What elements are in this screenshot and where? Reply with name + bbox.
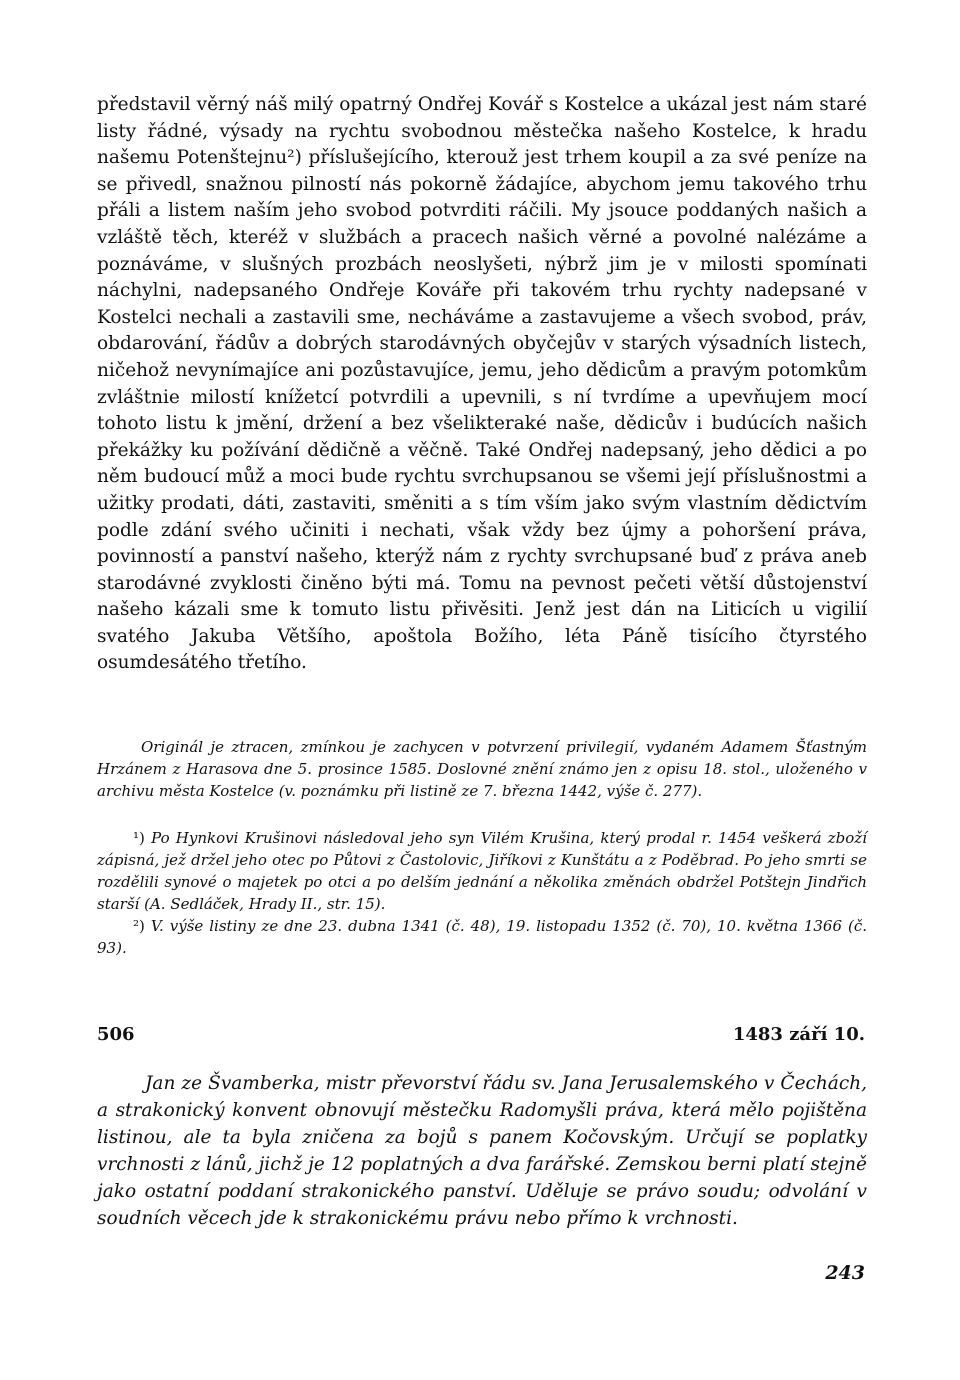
page-number: 243 <box>825 1262 865 1284</box>
document-page <box>97 0 867 1380</box>
footnote-2 <box>97 915 867 959</box>
footnote-1 <box>97 827 867 915</box>
charter-text: představil věrný náš milý opatrný Ondřej Kovář s Kostelce a ukázal jest nám staré listy řádné, výsady na rychtu svobodnou městečka našeho Kostelce, k hradu našemu Potenštejnu²) příslušejícího, kterouž jest trhem koupil a za své peníze na se přivedl, snažnou pilností nás pokorně žádajíce, abychom jemu takového trhu přáli a listem naším jeho svobod potvrditi ráčili. My jsouce poddaných našich a vzláště těch, kteréž v službách a pracech našich věrné a povolné nalézáme a poznáváme, v slušných prozbách neoslyšeti, nýbrž jim je v milosti spomínati náchylni, nadepsaného Ondřeje Kováře při takovém trhu rychty nadepsané v Kostelci nechali a zastavili sme, necháváme a zastavujeme a všech svobod, práv, obdarování, řádův a dobrých starodávných obyčejův v starých výsadních listech, ničehož nevynímajíce ani pozůstavujíce, jemu, jeho dědicům a pravým potomkům zvláštnie milostí knížetcí potvrdili a upevnili, s ní tvrdíme a upevňujem mocí tohoto listu k jmění, držení a bez všelikteraké naše, dědicův i budúcích našich překážky ku požívání dědičně a věčně. Také Ondřej nadepsaný, jeho dědici a po něm budoucí můž a moci bude rychtu svrchupsanou se všemi její příslušnostmi a užitky prodati, dáti, zastaviti, směniti a s tím vším jako svým vlastním dědictvím podle zdání svého učiniti i nechati, však vždy bez újmy a pohoršení práva, povinností a panství našeho, kterýž nám z rychty svrchupsané buď z práva aneb starodávné zvyklosti činěno býti má. Tomu na pevnost pečeti větší důstojenství našeho kázali sme k tomuto listu přivěsiti. Jenž jest dán na Liticích u vigilií svatého Jakuba Většího, apoštola Božího, léta Páně tisícího čtyrstého osumdesátého třetího. <box>97 94 867 674</box>
footnote-1-mark: ¹) <box>133 829 145 847</box>
document-number: 506 <box>97 1024 135 1045</box>
document-regest: Jan ze Švamberka, mistr převorství řádu sv. Jana Jerusalemského v Čechách, a strakonický konvent obnovují městečku Radomyšli práva, která mělo pojištěna listinou, ale ta byla zničena za bojů s panem Kočovským. Určují se poplatky vrchnosti z lánů, jichž je 12 poplatných a dva farářské. Zemskou berni platí stejně jako ostatní poddaní strakonického panství. Uděluje se právo soudu; odvolání v soudních věcech jde k strakonickému právu nebo přímo k vrchnosti. <box>97 1073 867 1229</box>
footnote-1-text: Po Hynkovi Krušinovi následoval jeho syn Vilém Krušina, který prodal r. 1454 veškerá zboží zápisná, jež držel jeho otec po Půtovi z Častolovic, Jiříkovi z Kunštátu a z Poděbrad. Po jeho smrti se rozdělili synové o majetek po otci a po delším jednání a několika změnách obdržel Potštejn Jindřich starší (A. Sedláček, Hrady II., str. 15). <box>97 829 867 913</box>
document-date: 1483 září 10. <box>732 1024 865 1045</box>
footnote-2-text: V. výše listiny ze dne 23. dubna 1341 (č. 48), 19. listopadu 1352 (č. 70), 10. května 1366 (č. 93). <box>97 917 867 957</box>
footnote-2-mark: ²) <box>133 917 145 935</box>
editorial-note: Originál je ztracen, zmínkou je zachycen v potvrzení privilegií, vydaném Adamem Šťastným Hrzánem z Harasova dne 5. prosince 1585. Doslovné znění známo jen z opisu 18. stol., uloženého v archivu města Kostelce (v. poznámku při listině ze 7. března 1442, výše č. 277). <box>97 738 867 800</box>
